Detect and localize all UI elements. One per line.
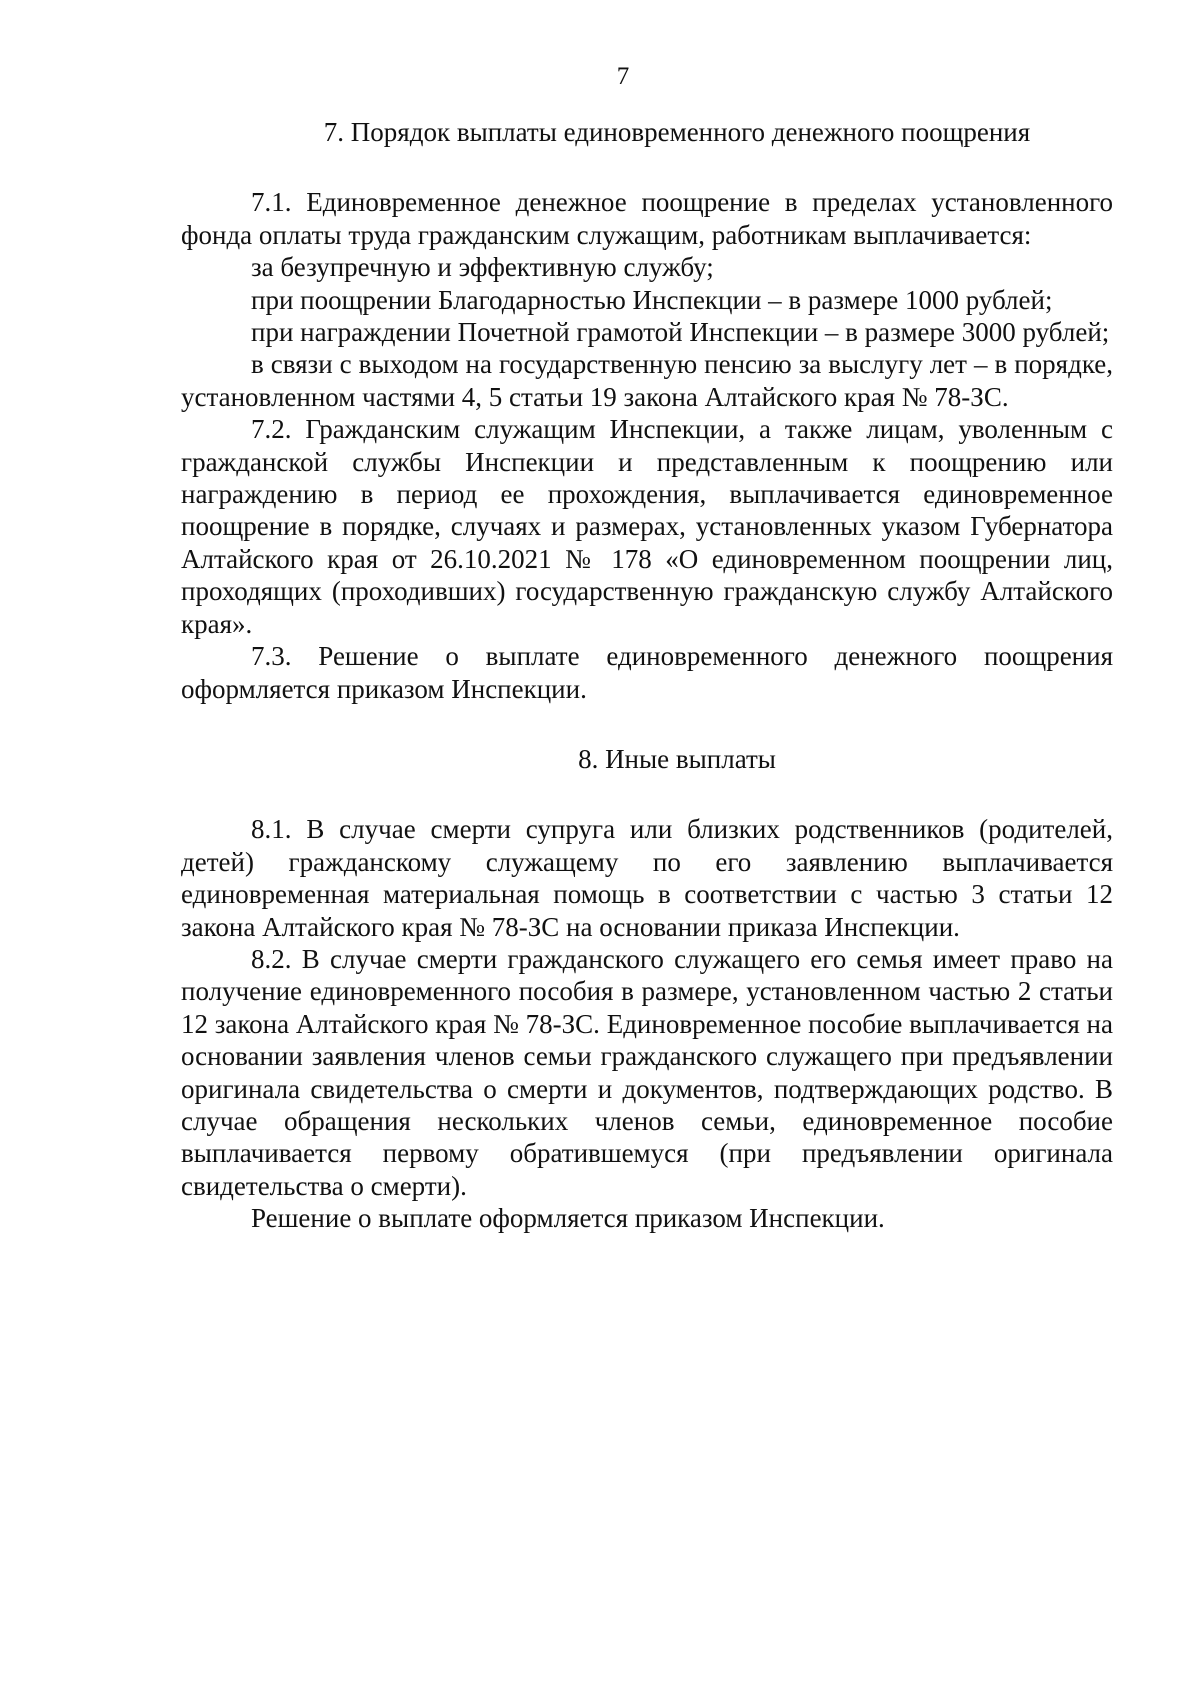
document-body <box>181 116 1113 1235</box>
paragraph-7-1-item-service: за безупречную и эффективную службу; <box>251 252 714 283</box>
paragraph-7-3: 7.3. Решение о выплате единовременного денежного поощрения оформляется приказом Инспекции. <box>181 641 1113 704</box>
paragraph-8-1: 8.1. В случае смерти супруга или близких родственников (родителей, детей) гражданскому служащему по его заявлению выплачивается единовременная материальная помощь в соответствии с частью 3 статьи 12 закона Алтайского края № 78-ЗС на основании приказа Инспекции. <box>181 814 1113 942</box>
page-number: 7 <box>616 63 630 90</box>
paragraph-7-1: 7.1. Единовременное денежное поощрение в пределах установленного фонда оплаты труда гражданским служащим, работникам выплачивается: <box>181 187 1113 250</box>
section-8-title: 8. Иные выплаты <box>578 743 776 774</box>
paragraph-7-1-item-pension: в связи с выходом на государственную пенсию за выслугу лет – в порядке, установленном частями 4, 5 статьи 19 закона Алтайского края № 78-ЗС. <box>181 349 1113 412</box>
spacer <box>181 775 1113 813</box>
paragraph-8-2-decision: Решение о выплате оформляется приказом Инспекции. <box>251 1203 885 1234</box>
spacer <box>181 148 1113 186</box>
paragraph-7-2: 7.2. Гражданским служащим Инспекции, а также лицам, уволенным с гражданской службы Инспекции и представленным к поощрению или награждению в период ее прохождения, выплачивается единовременное поощрение в порядке, случаях и размерах, установленных указом Губернатора Алтайского края от 26.10.2021 № 178 «О единовременном поощрении лиц, проходящих (проходивших) государственную гражданскую службу Алтайского края». <box>181 414 1113 639</box>
paragraph-7-1-item-gratitude: при поощрении Благодарностью Инспекции – в размере 1000 рублей; <box>251 284 1053 315</box>
paragraph-7-1-item-certificate: при награждении Почетной грамотой Инспекции – в размере 3000 рублей; <box>251 317 1110 348</box>
section-7-title: 7. Порядок выплаты единовременного денежного поощрения <box>323 117 1031 147</box>
spacer <box>181 705 1113 743</box>
paragraph-8-2: 8.2. В случае смерти гражданского служащего его семья имеет право на получение единовременного пособия в размере, установленном частью 2 статьи 12 закона Алтайского края № 78-ЗС. Единовременное пособие выплачивается на основании заявления членов семьи гражданского служащего при предъявлении оригинала свидетельства о смерти и документов, подтверждающих родство. В случае обращения нескольких членов семьи, единовременное пособие выплачивается первому обратившемуся (при предъявлении оригинала свидетельства о смерти). <box>181 943 1113 1201</box>
